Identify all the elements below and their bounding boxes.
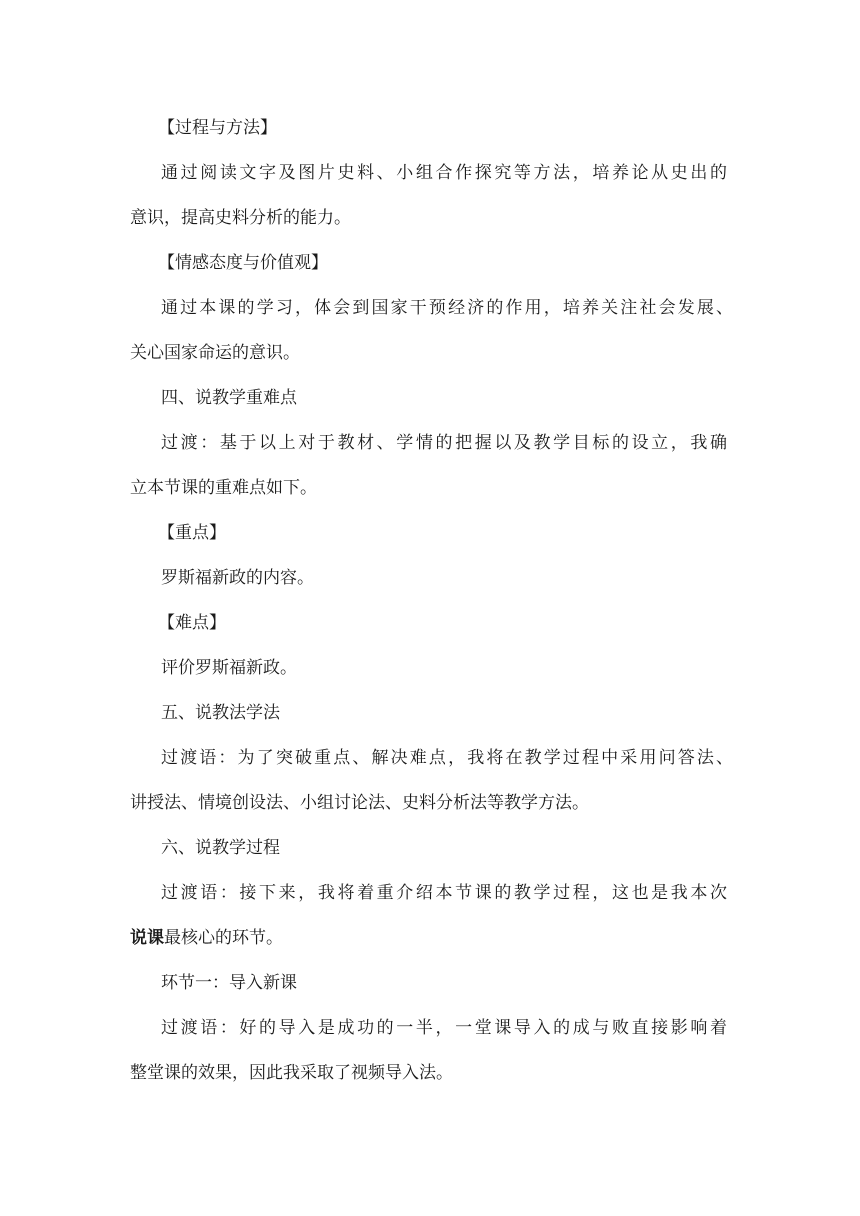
- section-heading-key-difficult-points: 四、说教学重难点: [161, 388, 297, 408]
- paragraph-line: 过渡：基于以上对于教材、学情的把握以及教学目标的设立，我确: [161, 433, 727, 453]
- section-heading-teaching-process: 六、说教学过程: [161, 838, 280, 858]
- paragraph-text: 最核心的环节。: [164, 928, 283, 948]
- section-heading-emotion-values: 【情感态度与价值观】: [158, 253, 328, 273]
- paragraph-line: 评价罗斯福新政。: [161, 658, 297, 678]
- section-heading-difficult-point: 【难点】: [158, 613, 226, 633]
- paragraph-line: 过渡语：好的导入是成功的一半，一堂课导入的成与败直接影响着: [161, 1018, 727, 1038]
- paragraph-line: 通过阅读文字及图片史料、小组合作探究等方法，培养论从史出的: [161, 163, 727, 183]
- section-heading-key-point: 【重点】: [158, 523, 226, 543]
- paragraph-line: 整堂课的效果，因此我采取了视频导入法。: [130, 1063, 453, 1083]
- paragraph-line: 立本节课的重难点如下。: [130, 478, 317, 498]
- paragraph-line: [130, 927, 730, 949]
- section-heading-process-method: 【过程与方法】: [158, 118, 277, 138]
- bold-term: 说课: [130, 928, 164, 948]
- section-heading-step-one: 环节一：导入新课: [161, 973, 297, 993]
- paragraph-line: 罗斯福新政的内容。: [161, 568, 314, 588]
- paragraph-line: 讲授法、情境创设法、小组讨论法、史料分析法等教学方法。: [130, 793, 589, 813]
- paragraph-line: 过渡语：为了突破重点、解决难点，我将在教学过程中采用问答法、: [161, 748, 733, 768]
- paragraph-line: 通过本课的学习，体会到国家干预经济的作用，培养关注社会发展、: [161, 298, 733, 318]
- section-heading-teaching-methods: 五、说教法学法: [161, 703, 280, 723]
- paragraph-line: 意识，提高史料分析的能力。: [130, 208, 351, 228]
- paragraph-line: 过渡语：接下来，我将着重介绍本节课的教学过程，这也是我本次: [161, 883, 727, 903]
- paragraph-line: 关心国家命运的意识。: [130, 343, 300, 363]
